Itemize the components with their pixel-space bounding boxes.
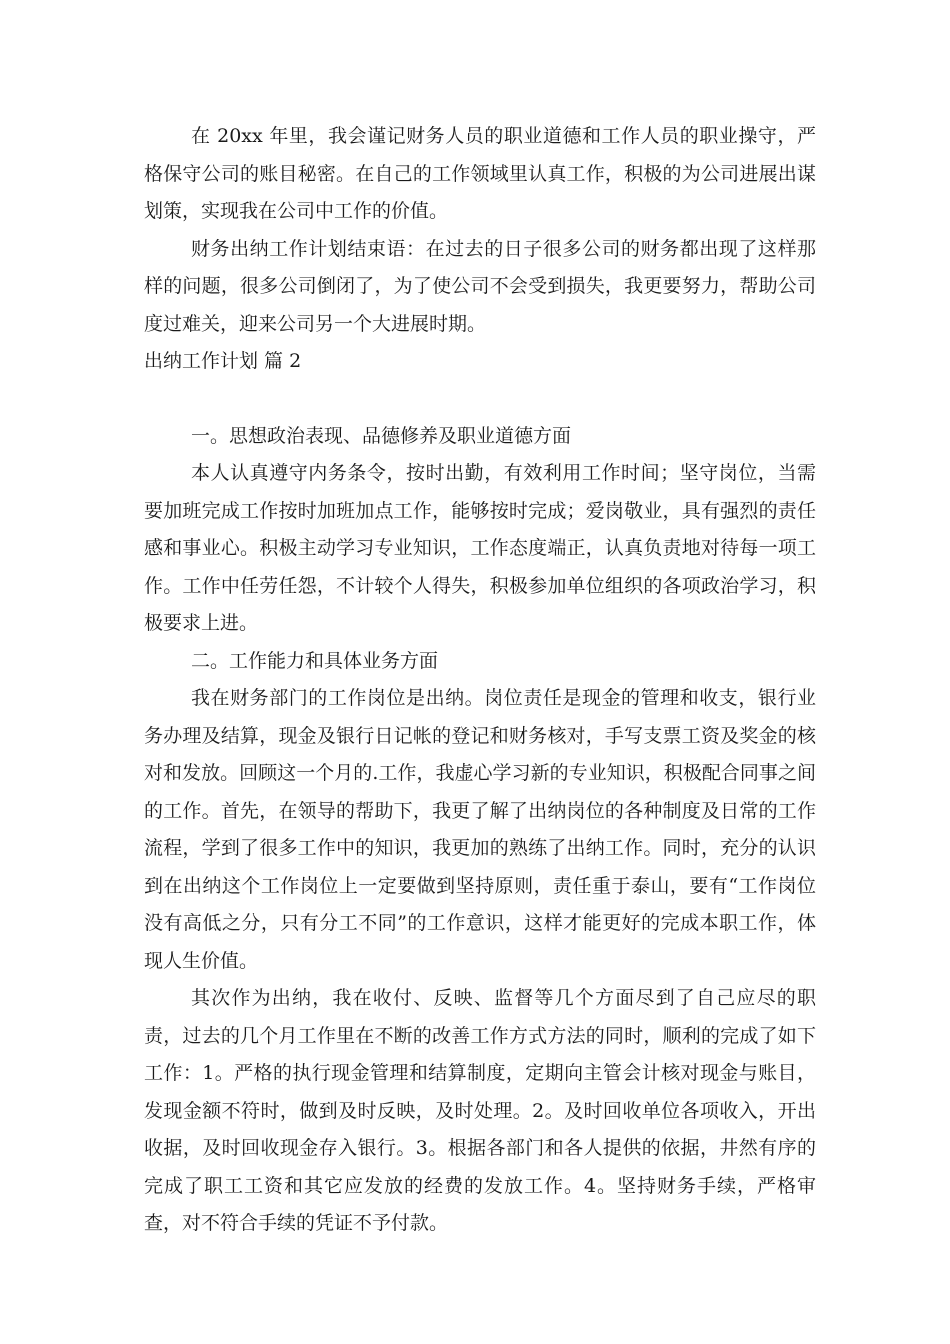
paragraph-intro-2: 财务出纳工作计划结束语：在过去的日子很多公司的财务都出现了这样那样的问题，很多公司倒闭了，为了使公司不会受到损失，我更要努力，帮助公司度过难关，迎来公司另一个大进展时期。 xyxy=(144,237,816,335)
heading-ability: 二。工作能力和具体业务方面 xyxy=(191,649,439,672)
paragraph-ethics: 本人认真遵守内务条令，按时出勤，有效利用工作时间；坚守岗位，当需要加班完成工作按时加班加点工作，能够按时完成；爱岗敬业，具有强烈的责任感和事业心。积极主动学习专业知识，工作态度端正，认真负责地对待每一项工作。工作中任劳任怨，不计较个人得失，积极参加单位组织的各项政治学习，积极要求上进。 xyxy=(144,462,816,634)
paragraph-duties: 其次作为出纳，我在收付、反映、监督等几个方面尽到了自己应尽的职责，过去的几个月工作里在不断的改善工作方式方法的同时，顺利的完成了如下工作：1。严格的执行现金管理和结算制度，定期向主管会计核对现金与账目，发现金额不符时，做到及时反映，及时处理。2。及时回收单位各项收入，开出收据，及时回收现金存入银行。3。根据各部门和各人提供的依据，井然有序的完成了职工工资和其它应发放的经费的发放工作。4。坚持财务手续，严格审查，对不符合手续的凭证不予付款。 xyxy=(144,987,816,1234)
paragraph-ability: 我在财务部门的工作岗位是出纳。岗位责任是现金的管理和收支，银行业务办理及结算，现金及银行日记帐的登记和财务核对，手写支票工资及奖金的核对和发放。回顾这一个月的.工作，我虚心学习新的专业知识，积极配合同事之间的工作。首先，在领导的帮助下，我更了解了出纳岗位的各种制度及日常的工作流程，学到了很多工作中的知识，我更加的熟练了出纳工作。同时，充分的认识到在出纳这个工作岗位上一定要做到坚持原则，责任重于泰山，要有“工作岗位没有高低之分，只有分工不同”的工作意识，这样才能更好的完成本职工作，体现人生价值。 xyxy=(144,687,816,972)
blank-line xyxy=(144,381,816,418)
paragraph-intro-1: 在 20xx 年里，我会谨记财务人员的职业道德和工作人员的职业操守，严格保守公司的账目秘密。在自己的工作领域里认真工作，积极的为公司进展出谋划策，实现我在公司中工作的价值。 xyxy=(144,125,816,222)
document-page xyxy=(144,118,816,1243)
heading-ethics: 一。思想政治表现、品德修养及职业道德方面 xyxy=(191,424,572,447)
section-title: 出纳工作计划 篇 2 xyxy=(144,350,302,372)
